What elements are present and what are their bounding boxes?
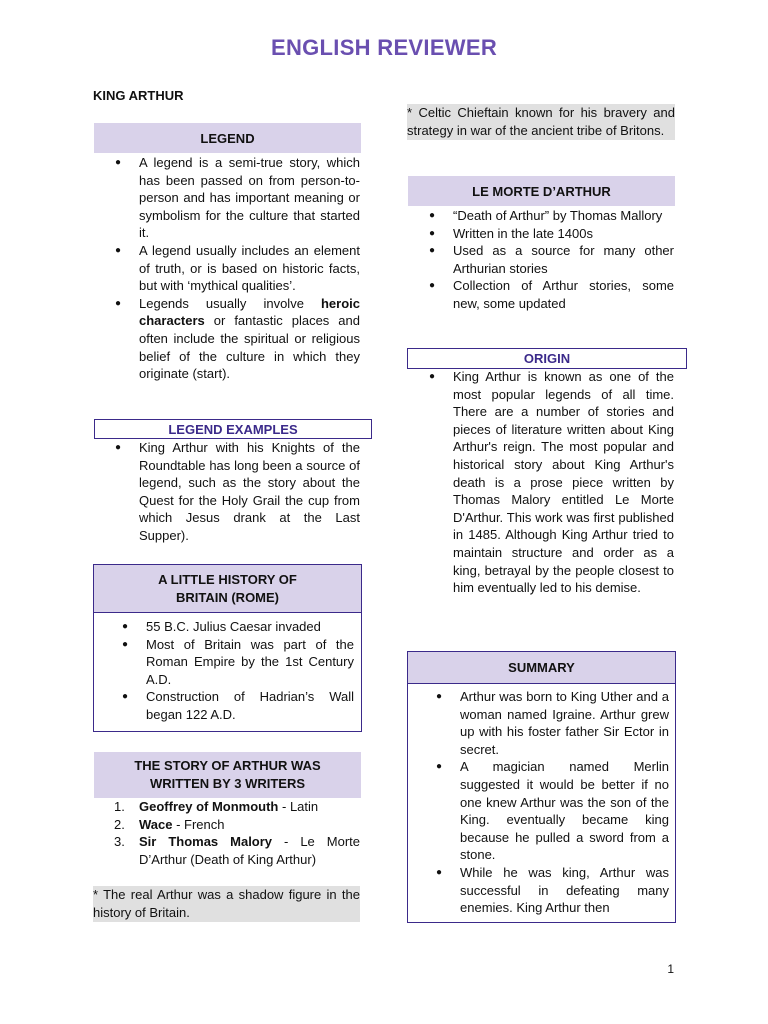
- history-list: [146, 618, 354, 724]
- list-item: ● King Arthur is known as one of the most popular legends of all time. There are a number of stories and pieces of literature written about King Arthur's reign. The most popular and historical story about King Arthur's death is a prose piece written by Thomas Malory entitled Le Morte D'Arthur. This work was first published in 1485. Although King Arthur tried to maintain structure and order as a king, betrayal by the people closest to him eventually led to his demise.: [453, 368, 674, 597]
- list-item: ● Written in the late 1400s: [453, 225, 674, 243]
- list-item: 3. Sir Thomas Malory - Le Morte D’Arthur (Death of King Arthur): [114, 834, 360, 867]
- legend-examples-list: [139, 439, 360, 545]
- summary-box: [407, 651, 676, 923]
- list-item: ● Collection of Arthur stories, some new, some updated: [453, 277, 674, 312]
- history-header: A LITTLE HISTORY OF BRITAIN (ROME): [94, 565, 361, 613]
- list-item: ● King Arthur with his Knights of the Roundtable has long been a source of legend, such as the story about the Quest for the Holy Grail the cup from which Jesus drank at the Last Supper).: [139, 439, 360, 545]
- list-item: ● 55 B.C. Julius Caesar invaded: [146, 618, 354, 636]
- note-celtic: * Celtic Chieftain known for his bravery and strategy in war of the ancient tribe of Britons.: [407, 105, 675, 138]
- list-item: ● Arthur was born to King Uther and a woman named Igraine. Arthur grew up with his foster father Sir Ector in secret.: [460, 688, 669, 758]
- list-item: 2. Wace - French: [114, 816, 225, 832]
- list-item: ● While he was king, Arthur was successful in defeating many enemies. King Arthur then: [460, 864, 669, 917]
- origin-list: [453, 368, 674, 597]
- writers-header: THE STORY OF ARTHUR WAS WRITTEN BY 3 WRITERS: [94, 752, 361, 798]
- legend-list: [139, 154, 360, 383]
- history-box: [93, 564, 362, 732]
- list-item: ● A legend is a semi-true story, which has been passed on from person-to-person and has important meaning or symbolism for the culture that started it.: [139, 154, 360, 242]
- list-item: ● Legends usually involve heroic characters or fantastic places and often include the spiritual or religious belief of the culture in which they originate (start).: [139, 295, 360, 383]
- note-real-arthur: * The real Arthur was a shadow figure in the history of Britain.: [93, 887, 360, 920]
- origin-header: ORIGIN: [407, 348, 687, 369]
- summary-list: [460, 688, 669, 917]
- morte-list: [453, 207, 674, 313]
- list-item: ● Construction of Hadrian’s Wall began 122 A.D.: [146, 688, 354, 723]
- list-item: ● “Death of Arthur” by Thomas Mallory: [453, 207, 674, 225]
- list-item: 1. Geoffrey of Monmouth - Latin: [114, 799, 319, 814]
- page-title: ENGLISH REVIEWER: [270, 35, 498, 60]
- list-item: ● A legend usually includes an element of truth, or is based on historic facts, but with ‘mythical qualities’.: [139, 242, 360, 295]
- king-arthur-heading: KING ARTHUR: [93, 88, 184, 103]
- page-number: 1: [667, 962, 674, 976]
- list-item: ● Most of Britain was part of the Roman Empire by the 1st Century A.D.: [146, 636, 354, 689]
- writers-list: [114, 798, 360, 868]
- morte-header: LE MORTE D’ARTHUR: [408, 176, 675, 206]
- legend-examples-header: LEGEND EXAMPLES: [94, 419, 372, 439]
- list-item: ● A magician named Merlin suggested it would be better if no one knew Arthur was the son of the King. eventually became king because he pulled a sword from a stone.: [460, 758, 669, 864]
- legend-header: LEGEND: [94, 123, 361, 153]
- summary-header: SUMMARY: [408, 652, 675, 684]
- list-item: ● Used as a source for many other Arthurian stories: [453, 242, 674, 277]
